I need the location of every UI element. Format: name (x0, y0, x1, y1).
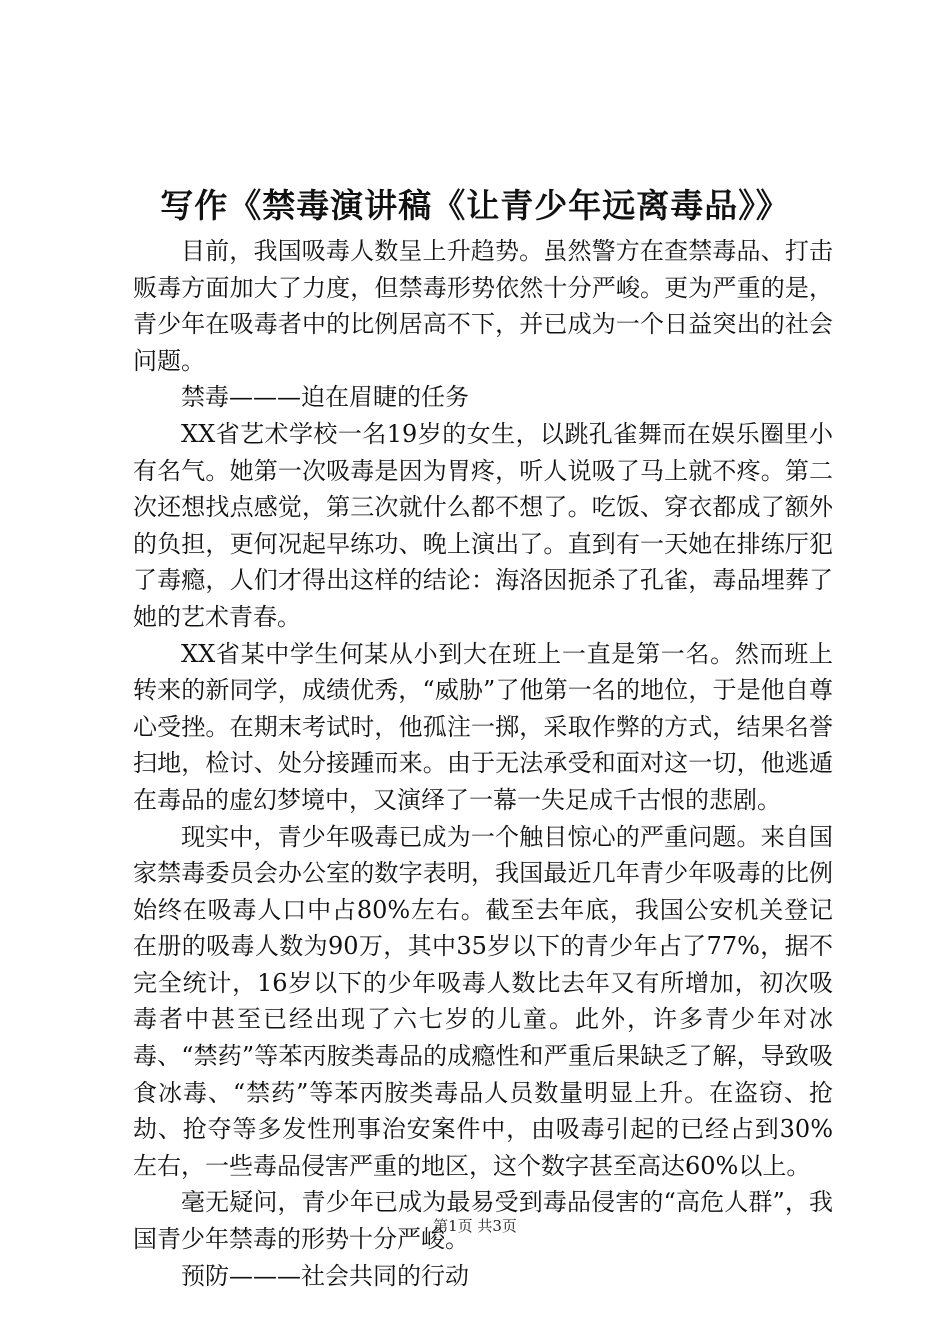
section-heading-prevention: 预防———社会共同的行动 (181, 1261, 469, 1290)
paragraph-high-risk-group: 毫无疑问，青少年已成为最易受到毒品侵害的“高危人群”，我国青少年禁毒的形势十分严峻。 (133, 1188, 833, 1254)
paragraph-intro: 目前，我国吸毒人数呈上升趋势。虽然警方在查禁毒品、打击贩毒方面加大了力度，但禁毒形势依然十分严峻。更为严重的是，青少年在吸毒者中的比例居高不下，并已成为一个日益突出的社会问题。 (133, 237, 833, 375)
section-heading-urgent-task: 禁毒———迫在眉睫的任务 (181, 383, 469, 412)
paragraph-statistics: 现实中，青少年吸毒已成为一个触目惊心的严重问题。来自国家禁毒委员会办公室的数字表明，我国最近几年青少年吸毒的比例始终在吸毒人口中占80%左右。截至去年底，我国公安机关登记在册的吸毒人数为90万，其中35岁以下的青少年占了77%，据不完全统计，16岁以下的少年吸毒人数比去年又有所增加，初次吸毒者中甚至已经出现了六七岁的儿童。此外，许多青少年对冰毒、“禁药”等苯丙胺类毒品的成瘾性和严重后果缺乏了解，导致吸食冰毒、“禁药”等苯丙胺类毒品人员数量明显上升。在盗窃、抢劫、抢夺等多发性刑事治安案件中，由吸毒引起的已经占到30%左右，一些毒品侵害严重的地区，这个数字甚至高达60%以上。 (133, 822, 833, 1180)
document-body (133, 233, 833, 1294)
paragraph-art-school-case: XX省艺术学校一名19岁的女生，以跳孔雀舞而在娱乐圈里小有名气。她第一次吸毒是因为胃疼，听人说吸了马上就不疼。第二次还想找点感觉，第三次就什么都不想了。吃饭、穿衣都成了额外的负担，更何况起早练功、晚上演出了。直到有一天她在排练厅犯了毒瘾，人们才得出这样的结论：海洛因扼杀了孔雀，毒品埋葬了她的艺术青春。 (133, 419, 833, 631)
document-title: 写作《禁毒演讲稿《让青少年远离毒品》》 (160, 186, 790, 225)
page-number-footer: 第1页 共3页 (433, 1217, 517, 1235)
paragraph-student-case: XX省某中学生何某从小到大在班上一直是第一名。然而班上转来的新同学，成绩优秀，“威胁”了他第一名的地位，于是他自尊心受挫。在期末考试时，他孤注一掷，采取作弊的方式，结果名誉扫地，检讨、处分接踵而来。由于无法承受和面对这一切，他逃遁在毒品的虚幻梦境中，又演绎了一幕一失足成千古恨的悲剧。 (133, 639, 833, 814)
